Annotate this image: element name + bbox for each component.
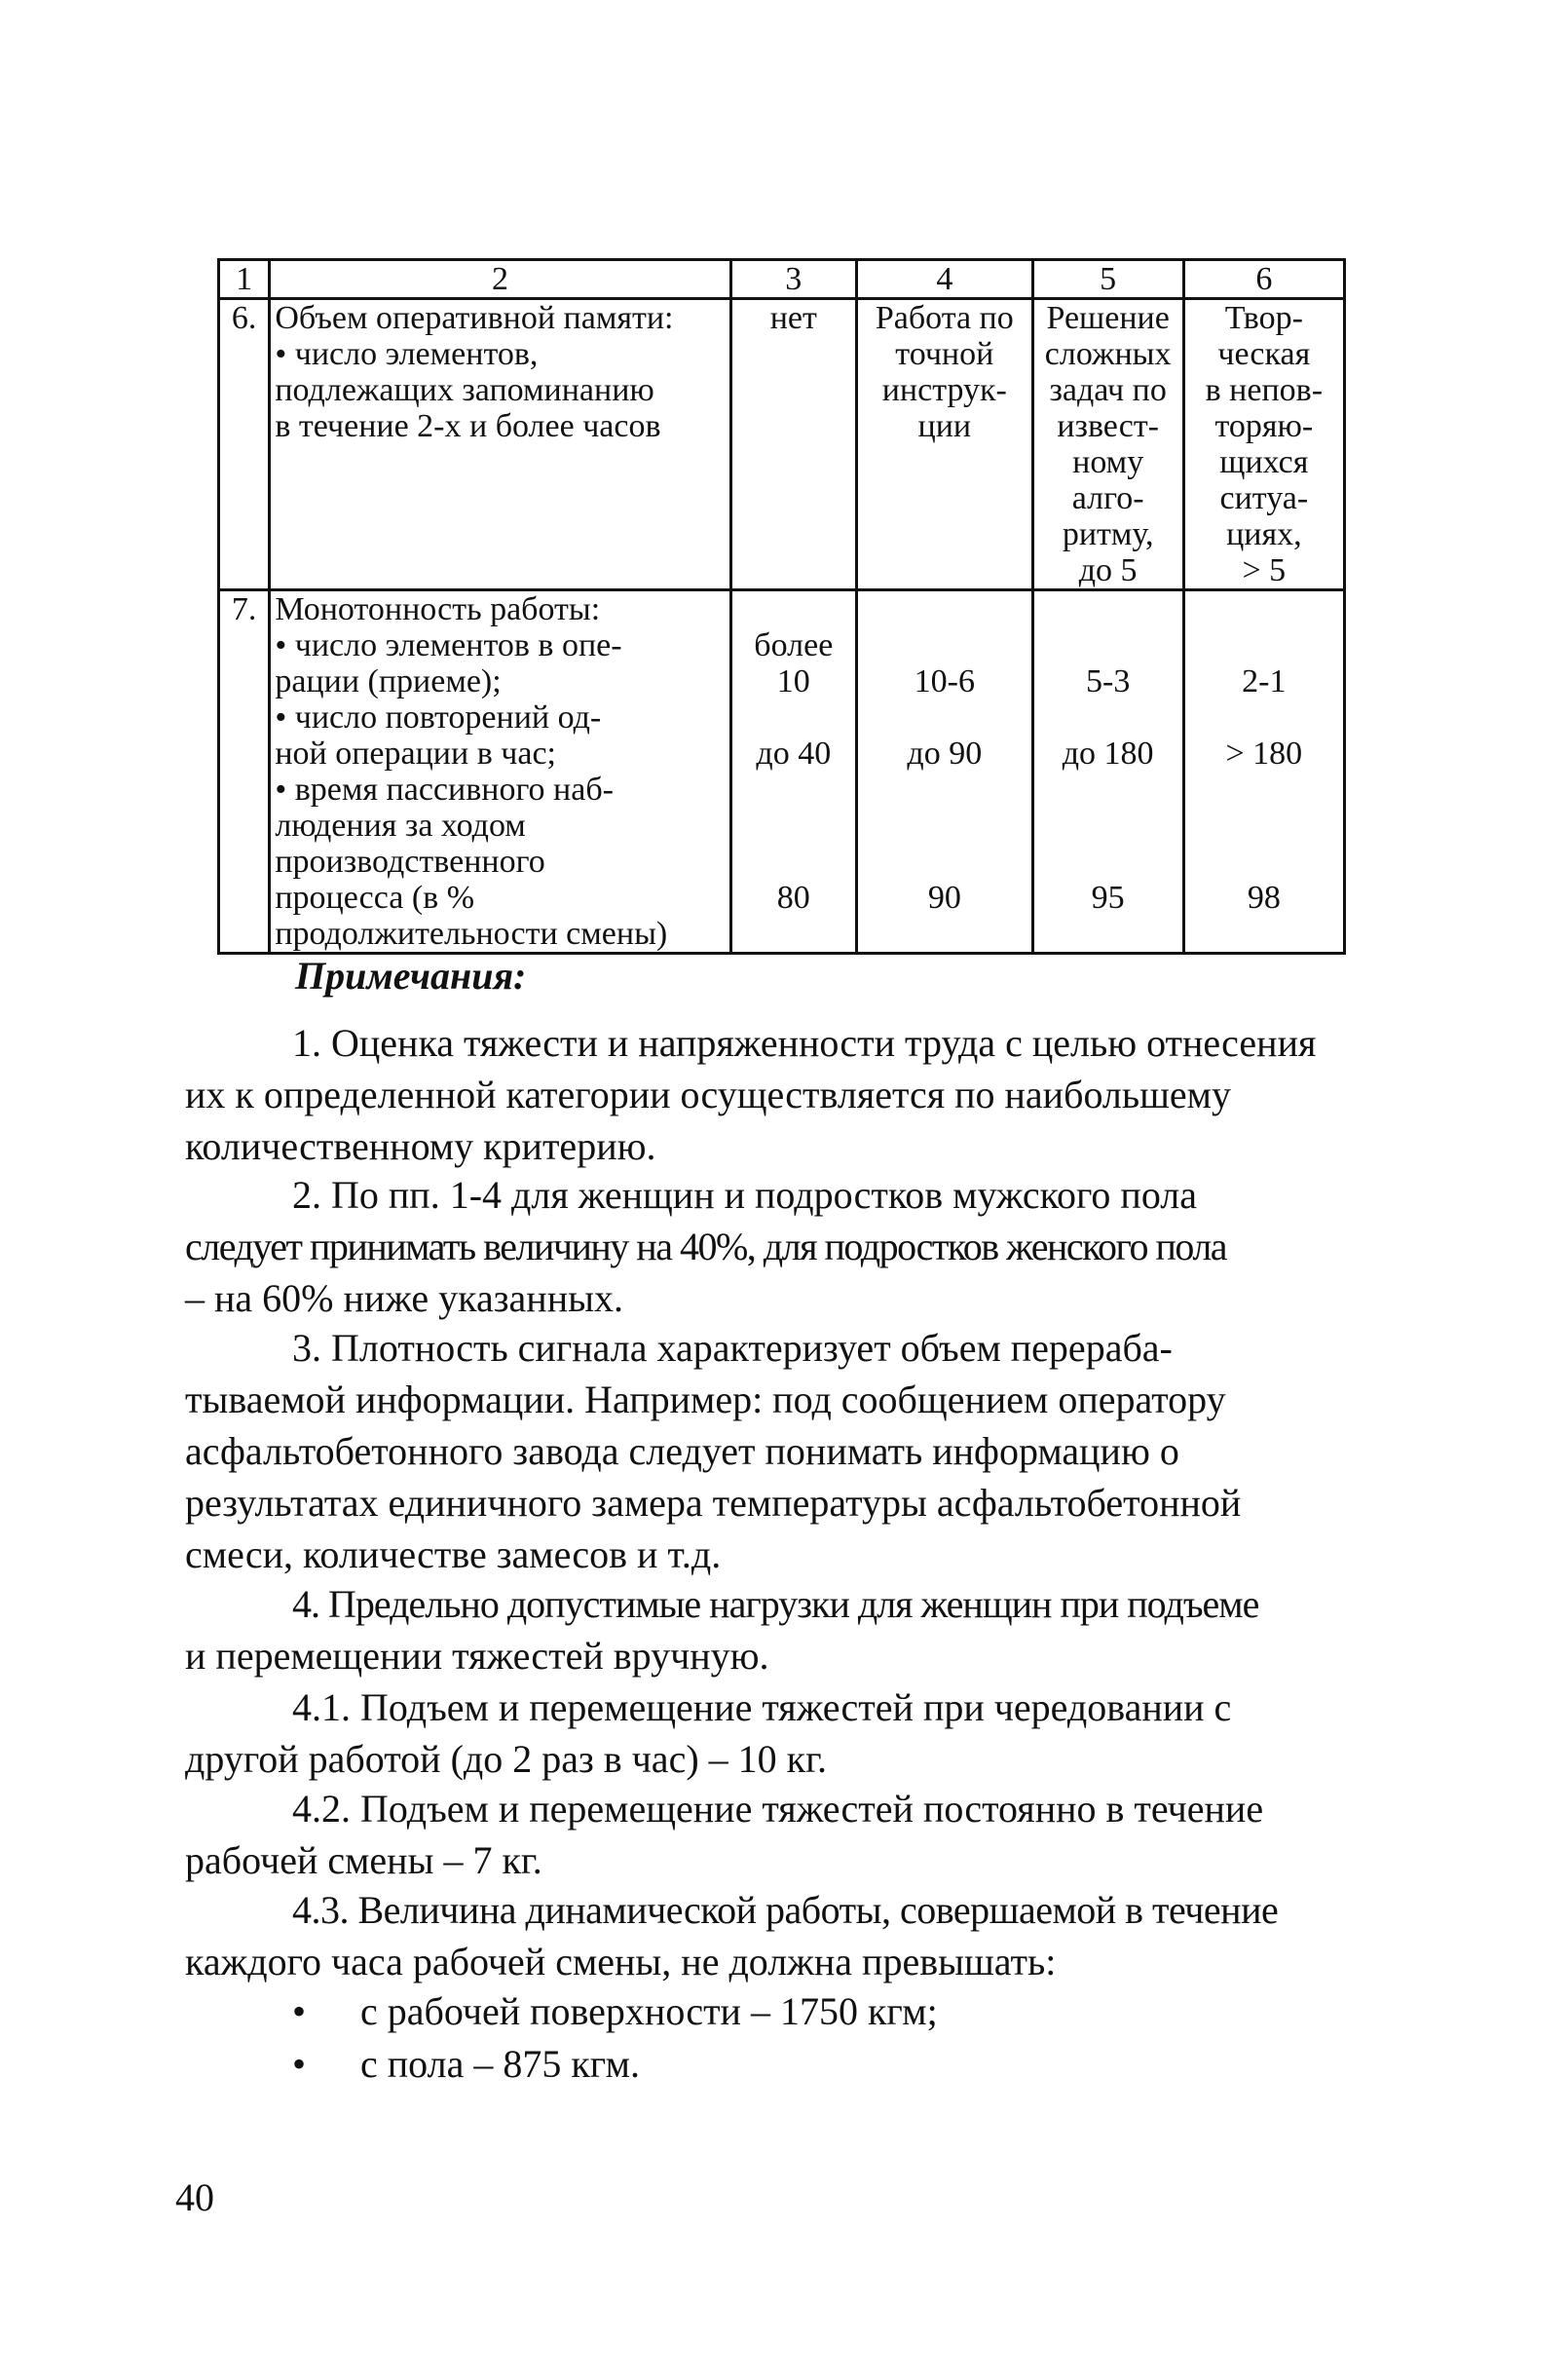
table-header-row xyxy=(219,260,1345,299)
row-7-class-5-passive: 95 xyxy=(1091,880,1125,916)
row-7-class-6-passive: 98 xyxy=(1247,880,1281,916)
note-4-1-line-2: другой работой (до 2 раз в час) – 10 кг. xyxy=(185,1737,827,1781)
row-7-class-5-elements: 5-3 xyxy=(1086,663,1131,699)
header-cell-1: 1 xyxy=(219,260,270,299)
row-6-class-6 xyxy=(1183,299,1344,590)
note-1-line-1: 1. Оценка тяжести и напряженности труда с целью отнесения xyxy=(292,1021,1317,1065)
row-7-class-6-repeats: > 180 xyxy=(1225,736,1303,772)
bullet-dot-icon: • xyxy=(292,2042,307,2086)
note-2-line-2: следует принимать величину на 40%, для подростков женского пола xyxy=(185,1225,1227,1268)
note-2-line-1: 2. По пп. 1-4 для женщин и подростков мужского пола xyxy=(292,1173,1198,1217)
note-3-line-2: тываемой информации. Например: под сообщением оператору xyxy=(185,1378,1226,1421)
note-2 xyxy=(185,1169,1371,1324)
row-7-class-4 xyxy=(856,590,1032,954)
notes-heading: Примечания: xyxy=(295,954,527,998)
note-4-line-2: и перемещении тяжестей вручную. xyxy=(185,1634,769,1678)
note-4-2-line-1: 4.2. Подъем и перемещение тяжестей постоянно в течение xyxy=(292,1787,1264,1831)
row-7-class-4-repeats: до 90 xyxy=(907,736,983,772)
row-7-class-3-elements: более 10 xyxy=(754,627,834,699)
note-3-line-3: асфальтобетонного завода следует понимать информацию о xyxy=(185,1429,1179,1473)
note-3-line-1: 3. Плотность сигнала характеризует объем перераба- xyxy=(292,1326,1173,1370)
bullet-dot-icon: • xyxy=(292,1989,307,2033)
note-4-1-line-1: 4.1. Подъем и перемещение тяжестей при чередовании с xyxy=(292,1685,1232,1729)
row-6-class-5-text: Решение сложных задач по извест- ному алго- ритму, до 5 xyxy=(1044,300,1172,588)
note-4-3-line-2: каждого часа рабочей смены, не должна превышать: xyxy=(185,1940,1057,1983)
row-6-class-3-text: нет xyxy=(769,300,817,336)
header-cell-6: 6 xyxy=(1183,260,1344,299)
row-7-class-6-elements: 2-1 xyxy=(1242,663,1287,699)
row-6-class-4-text: Работа по точной инструк- ции xyxy=(875,300,1014,444)
note-1-line-3: количественному критерию. xyxy=(185,1124,656,1168)
note-4 xyxy=(185,1578,1371,1681)
row-7-number: 7. xyxy=(219,590,270,954)
header-cell-5: 5 xyxy=(1032,260,1183,299)
note-3-line-5: смеси, количестве замесов и т.д. xyxy=(185,1532,722,1576)
row-6-class-4 xyxy=(856,299,1032,590)
bullet-item-2 xyxy=(292,2038,640,2090)
norms-table xyxy=(217,258,1346,955)
row-7-class-3 xyxy=(730,590,856,954)
note-3 xyxy=(185,1322,1371,1580)
row-7-class-3-passive: 80 xyxy=(776,880,810,916)
header-cell-4: 4 xyxy=(856,260,1032,299)
row-6-criterion xyxy=(270,299,730,590)
row-7-class-4-passive: 90 xyxy=(927,880,961,916)
bullet-item-2-text: с пола – 875 кгм. xyxy=(360,2042,640,2086)
row-7-criterion xyxy=(270,590,730,954)
row-7-class-4-elements: 10-6 xyxy=(914,663,975,699)
row-7-class-3-repeats: до 40 xyxy=(756,736,832,772)
note-1-line-2: их к определенной категории осуществляется по наибольшему xyxy=(185,1073,1231,1116)
note-4-2-line-2: рабочей смены – 7 кг. xyxy=(185,1838,542,1882)
bullet-item-1-text: с рабочей поверхности – 1750 кгм; xyxy=(360,1989,938,2033)
note-4-2 xyxy=(185,1783,1371,1886)
row-6-class-5 xyxy=(1032,299,1183,590)
row-7-class-5 xyxy=(1032,590,1183,954)
table-row-7 xyxy=(219,590,1345,954)
note-4-line-1: 4. Предельно допустимые нагрузки для женщин при подъеме xyxy=(292,1582,1259,1626)
page-number: 40 xyxy=(175,2175,214,2219)
note-4-3-line-1: 4.3. Величина динамической работы, совершаемой в течение xyxy=(292,1888,1279,1932)
note-1 xyxy=(185,1017,1371,1172)
row-7-class-6 xyxy=(1183,590,1344,954)
header-cell-2: 2 xyxy=(270,260,730,299)
note-4-3 xyxy=(185,1884,1371,1987)
row-7-class-5-repeats: до 180 xyxy=(1062,736,1154,772)
row-6-class-6-text: Твор- ческая в непов- торяю- щихся ситуа- циях, > 5 xyxy=(1205,300,1324,588)
note-3-line-4: результатах единичного замера температуры асфальтобетонной xyxy=(185,1481,1242,1525)
table-row-6 xyxy=(219,299,1345,590)
row-6-number: 6. xyxy=(219,299,270,590)
row-7-criterion-text: Монотонность работы: • число элементов в опе- рации (приеме); • число повторений од- ной операции в час; • время пассивного наб- людения за ходом производственного процесса (в % продолжительности смены) xyxy=(275,591,668,952)
note-4-1 xyxy=(185,1681,1371,1785)
header-cell-3: 3 xyxy=(730,260,856,299)
bullet-item-1 xyxy=(292,1985,938,2037)
note-2-line-3: – на 60% ниже указанных. xyxy=(185,1276,623,1320)
row-6-class-3 xyxy=(730,299,856,590)
row-6-criterion-text: Объем оперативной памяти: • число элементов, подлежащих запоминанию в течение 2-х и более часов xyxy=(275,300,674,444)
